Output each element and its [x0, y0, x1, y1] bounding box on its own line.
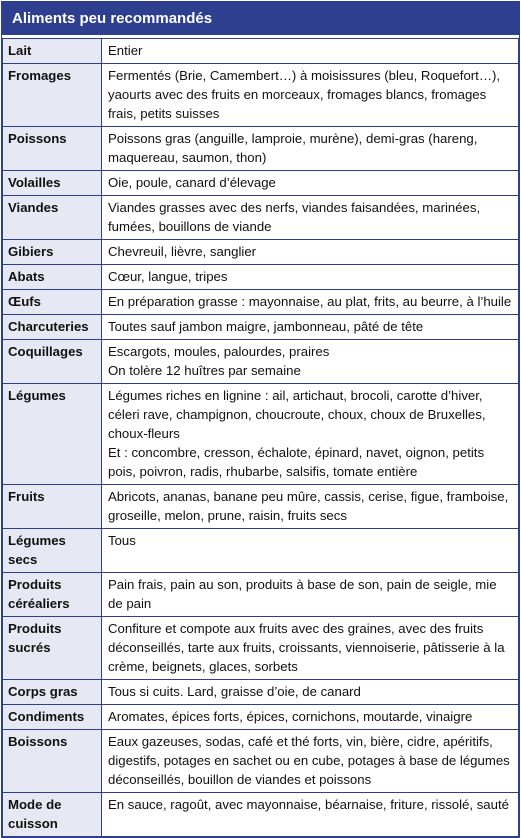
category-cell: Viandes [3, 196, 102, 240]
foods-text: Toutes sauf jambon maigre, jambonneau, pâté de tête [108, 319, 424, 334]
category-cell: Légumes secs [3, 529, 102, 573]
foods-cell [102, 617, 519, 680]
category-cell: Mode de cuisson [3, 793, 102, 837]
foods-cell [102, 240, 519, 265]
foods-cell [102, 265, 519, 290]
foods-text: Tous [108, 533, 136, 548]
foods-text: Abricots, ananas, banane peu mûre, cassis, cerise, figue, framboise, groseille, melon, prune, raisin, fruits secs [108, 489, 509, 523]
foods-text: Confiture et compote aux fruits avec des graines, avec des fruits déconseillés, tarte aux fruits, croissants, viennoiserie, pâtisserie à la crème, beignets, glaces, sorbets [108, 621, 505, 674]
foods-cell [102, 730, 519, 793]
foods-text: Aromates, épices forts, épices, cornichons, moutarde, vinaigre [108, 709, 473, 724]
foods-cell [102, 680, 519, 705]
foods-cell [102, 127, 519, 171]
foods-cell [102, 171, 519, 196]
foods-text: En sauce, ragoût, avec mayonnaise, béarnaise, friture, rissolé, sauté [108, 797, 509, 812]
foods-cell [102, 705, 519, 730]
category-cell: Gibiers [3, 240, 102, 265]
foods-text: Viandes grasses avec des nerfs, viandes faisandées, marinées, fumées, bouillons de viande [108, 200, 481, 234]
category-cell: Fruits [3, 485, 102, 529]
foods-cell [102, 485, 519, 529]
table-row [3, 64, 519, 127]
table-row [3, 793, 519, 837]
table-row [3, 384, 519, 485]
foods-text: Entier [108, 43, 143, 58]
category-cell: Boissons [3, 730, 102, 793]
foods-text: Eaux gazeuses, sodas, café et thé forts, vin, bière, cidre, apéritifs, digestifs, potages en sachet ou en cube, potages à base de légumes déconseillés, bouillon de viandes et poissons [108, 734, 510, 787]
table-row [3, 240, 519, 265]
foods-text: Cœur, langue, tripes [108, 269, 228, 284]
foods-text: Fermentés (Brie, Camembert…) à moisissures (bleu, Roquefort…), yaourts avec des fruits en morceaux, fromages blancs, fromages frais, petits suisses [108, 68, 501, 121]
foods-cell [102, 573, 519, 617]
food-table-panel [1, 1, 520, 838]
table-row [3, 265, 519, 290]
foods-cell [102, 64, 519, 127]
category-cell: Produits sucrés [3, 617, 102, 680]
foods-text: Pain frais, pain au son, produits à base de son, pain de seigle, mie de pain [108, 577, 497, 611]
foods-cell [102, 384, 519, 485]
foods-text: Tous si cuits. Lard, graisse d’oie, de canard [108, 684, 361, 699]
foods-text: Chevreuil, lièvre, sanglier [108, 244, 257, 259]
foods-cell [102, 290, 519, 315]
foods-cell [102, 315, 519, 340]
category-cell: Abats [3, 265, 102, 290]
category-cell: Œufs [3, 290, 102, 315]
category-cell: Lait [3, 39, 102, 64]
table-row [3, 680, 519, 705]
table-row [3, 127, 519, 171]
foods-text: On tolère 12 huîtres par semaine [108, 363, 301, 378]
category-cell: Corps gras [3, 680, 102, 705]
table-body [3, 39, 519, 837]
category-cell: Fromages [3, 64, 102, 127]
category-cell: Produits céréaliers [3, 573, 102, 617]
table-row [3, 573, 519, 617]
foods-text: Et : concombre, cresson, échalote, épinard, navet, oignon, petits pois, poivron, radis, rhubarbe, salsifis, tomate entière [108, 445, 485, 479]
foods-cell [102, 196, 519, 240]
category-cell: Légumes [3, 384, 102, 485]
foods-cell [102, 340, 519, 384]
table-title: Aliments peu recommandés [2, 2, 519, 38]
table-row [3, 485, 519, 529]
category-cell: Condiments [3, 705, 102, 730]
category-cell: Poissons [3, 127, 102, 171]
category-cell: Coquillages [3, 340, 102, 384]
table-row [3, 617, 519, 680]
table-row [3, 529, 519, 573]
foods-cell [102, 39, 519, 64]
table-row [3, 196, 519, 240]
foods-cell [102, 793, 519, 837]
category-cell: Volailles [3, 171, 102, 196]
foods-text: En préparation grasse : mayonnaise, au plat, frits, au beurre, à l’huile [108, 294, 512, 309]
foods-text: Poissons gras (anguille, lamproie, murène), demi-gras (hareng, maquereau, saumon, thon) [108, 131, 478, 165]
table-row [3, 39, 519, 64]
foods-cell [102, 529, 519, 573]
table-row [3, 290, 519, 315]
foods-text: Oie, poule, canard d’élevage [108, 175, 276, 190]
food-table [2, 38, 519, 837]
foods-text: Légumes riches en lignine : ail, artichaut, brocoli, carotte d’hiver, céleri rave, champignon, choucroute, choux, choux de Bruxelles, choux-fleurs [108, 388, 486, 441]
foods-text: Escargots, moules, palourdes, praires [108, 344, 330, 359]
table-row [3, 171, 519, 196]
table-row [3, 315, 519, 340]
table-row [3, 730, 519, 793]
table-row [3, 705, 519, 730]
table-row [3, 340, 519, 384]
category-cell: Charcuteries [3, 315, 102, 340]
